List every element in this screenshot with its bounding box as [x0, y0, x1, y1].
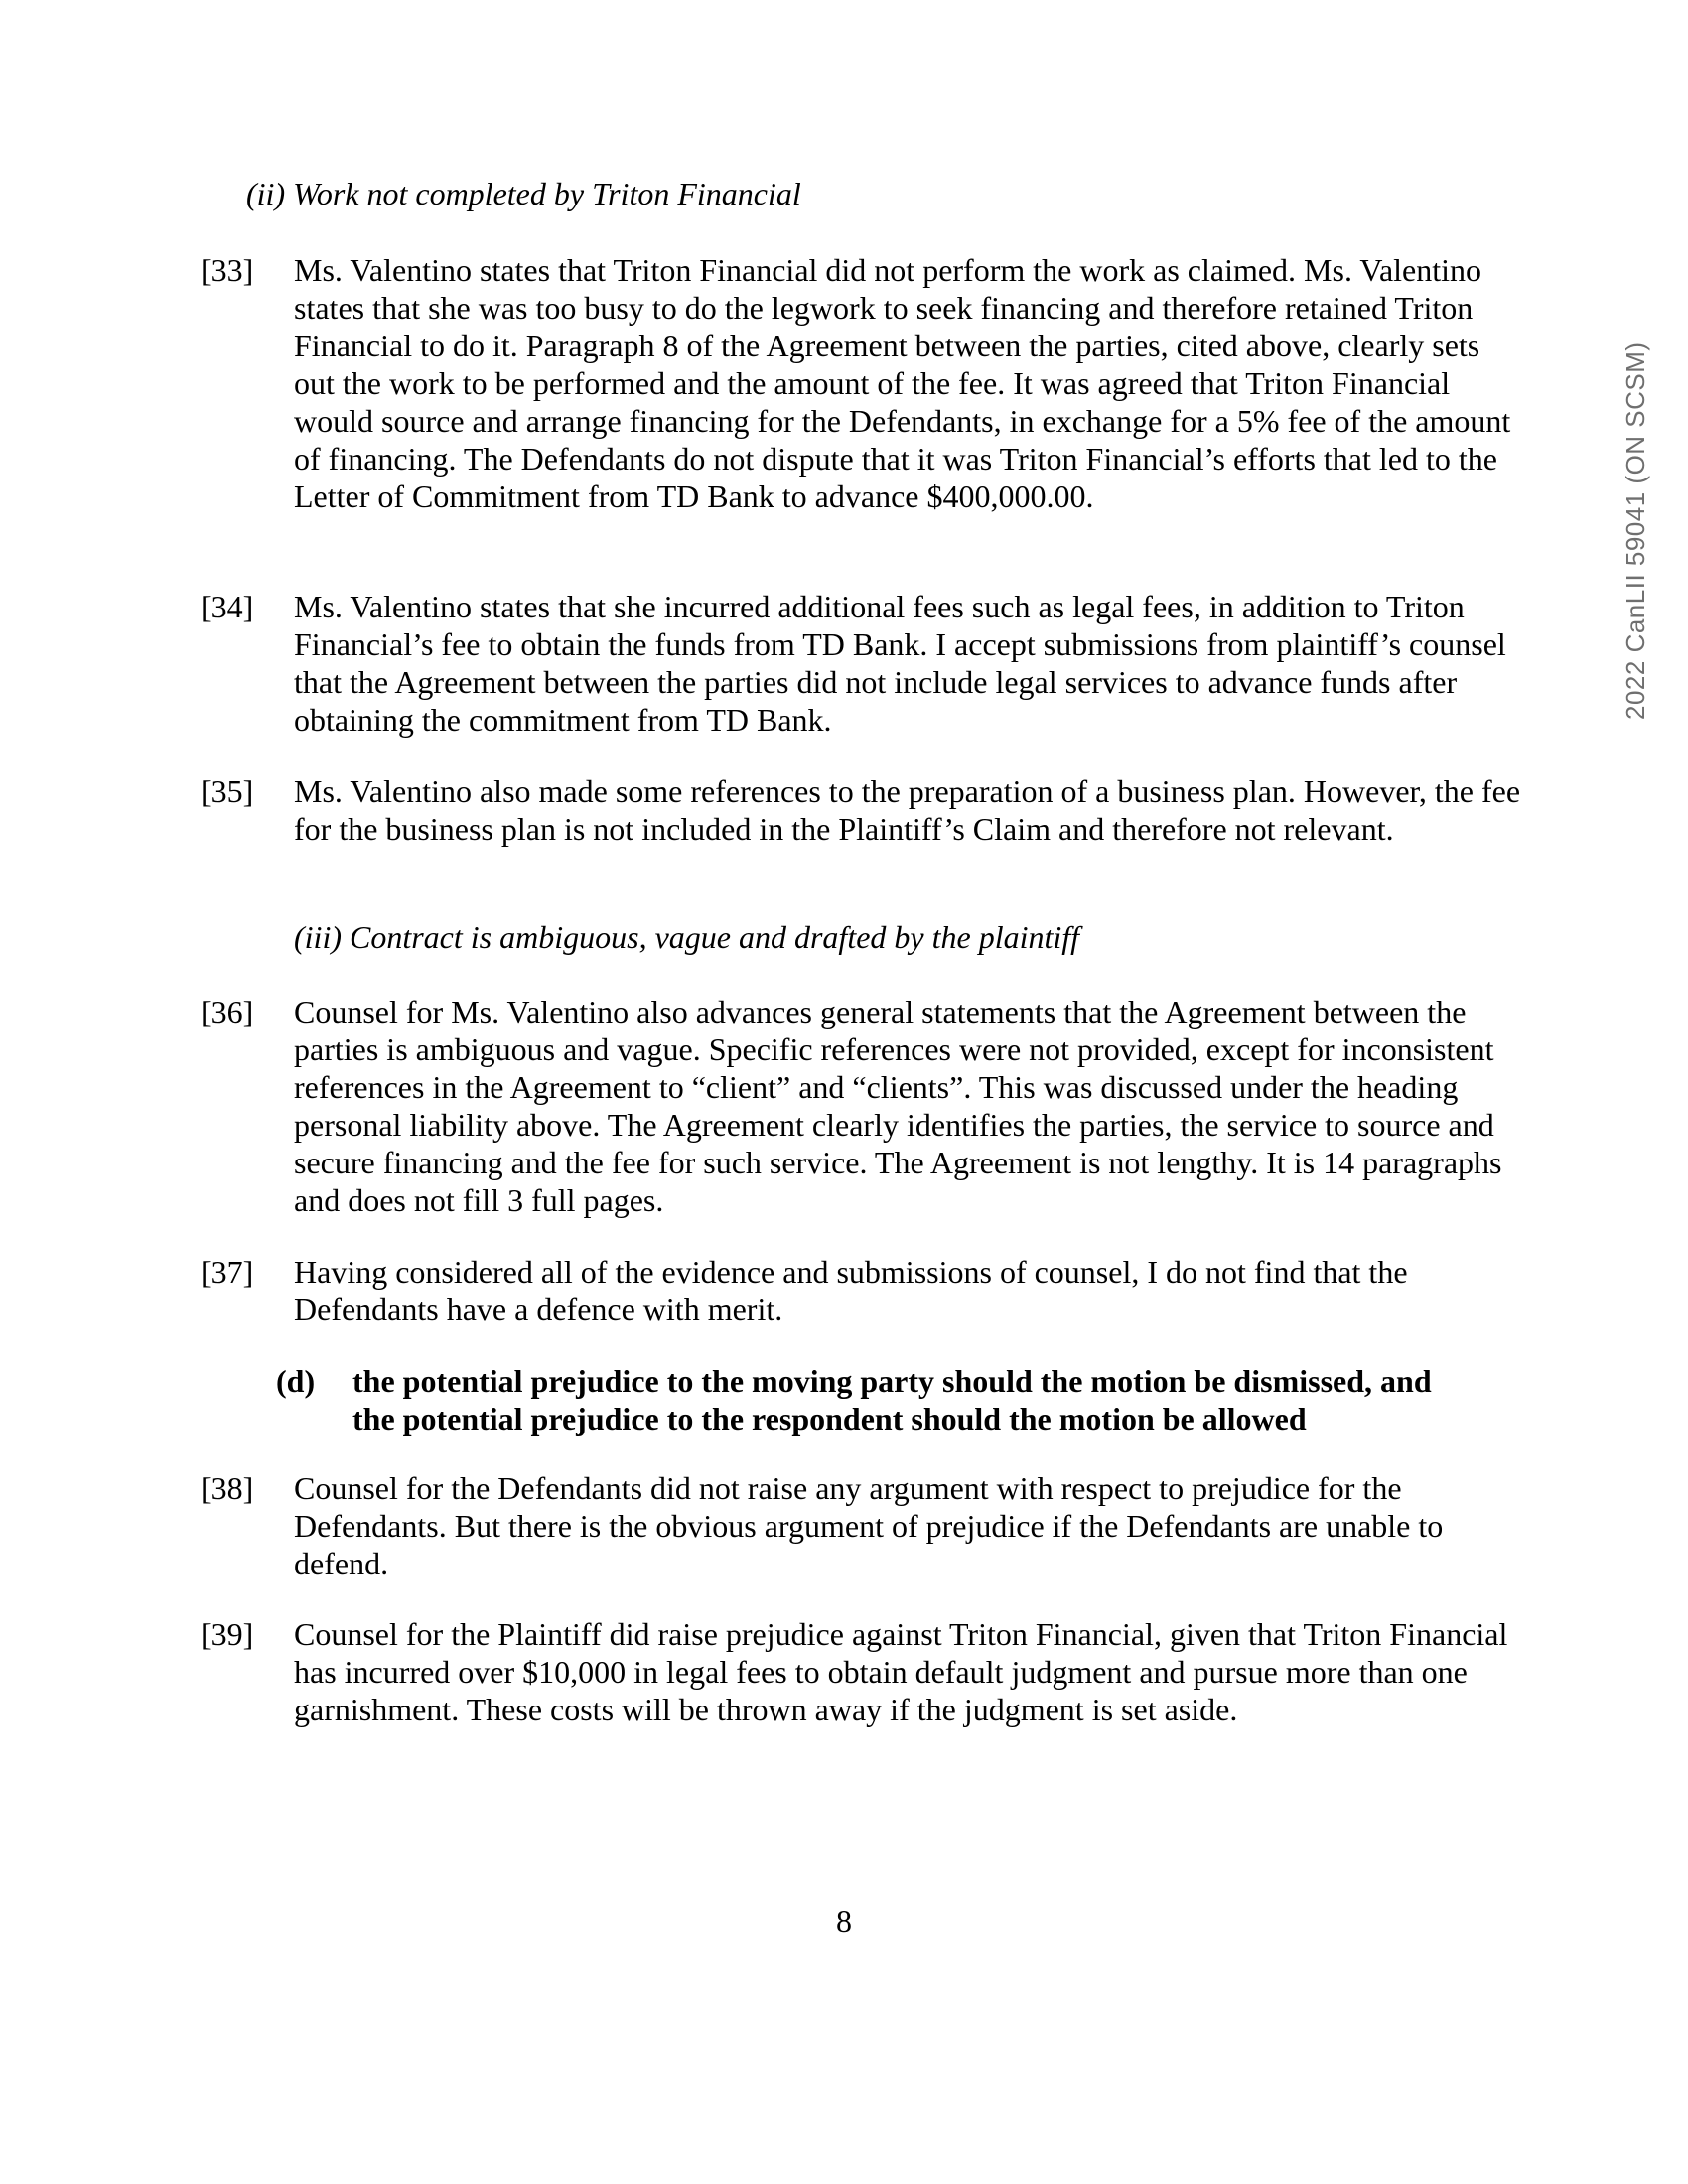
- section-heading-letter: (d): [276, 1363, 316, 1399]
- section-heading-prejudice-line-2: the potential prejudice to the respondent should the motion be allowed: [352, 1401, 1307, 1436]
- paragraph-number: [34]: [201, 589, 254, 624]
- page-number: 8: [836, 1903, 852, 1939]
- paragraph-number: [37]: [201, 1254, 254, 1290]
- paragraph-text: Ms. Valentino states that Triton Financial did not perform the work as claimed. Ms. Valentino states that she was too busy to do the legwork to seek financing and therefore retained Triton Financial to do it. Paragraph 8 of the Agreement between the parties, cited above, clearly sets out the work to be performed and the amount of the fee. It was agreed that Triton Financial would source and arrange financing for the Defendants, in exchange for a 5% fee of the amount of financing. The Defendants do not dispute that it was Triton Financial’s efforts that led to the Letter of Commitment from TD Bank to advance $400,000.00.: [294, 252, 1511, 514]
- paragraph-text: Ms. Valentino also made some references to the preparation of a business plan. However, the fee for the business plan is not included in the Plaintiff’s Claim and therefore not relevant.: [294, 773, 1521, 847]
- paragraph-text: Ms. Valentino states that she incurred additional fees such as legal fees, in addition to Triton Financial’s fee to obtain the funds from TD Bank. I accept submissions from plaintiff’s counsel that the Agreement between the parties did not include legal services to advance funds after obtaining the commitment from TD Bank.: [294, 589, 1506, 738]
- paragraph-number: [36]: [201, 994, 254, 1029]
- section-heading-contract-ambiguous: (iii) Contract is ambiguous, vague and drafted by the plaintiff: [294, 919, 1080, 955]
- paragraph-number: [35]: [201, 773, 254, 809]
- paragraph-text: Counsel for the Defendants did not raise any argument with respect to prejudice for the Defendants. But there is the obvious argument of prejudice if the Defendants are unable to defend.: [294, 1470, 1444, 1581]
- paragraph-number: [38]: [201, 1470, 254, 1506]
- paragraph-number: [39]: [201, 1616, 254, 1652]
- paragraph-number: [33]: [201, 252, 254, 288]
- paragraph-text: Counsel for Ms. Valentino also advances general statements that the Agreement between the parties is ambiguous and vague. Specific references were not provided, except for inconsistent references in the Agreement to “client” and “clients”. This was discussed under the heading personal liability above. The Agreement clearly identifies the parties, the service to source and secure financing and the fee for such service. The Agreement is not lengthy. It is 14 paragraphs and does not fill 3 full pages.: [294, 994, 1502, 1218]
- section-heading-work-not-completed: (ii) Work not completed by Triton Financial: [246, 176, 801, 211]
- canlii-citation-watermark: 2022 CanLII 59041 (ON SCSM): [1620, 341, 1650, 720]
- paragraph-text: Counsel for the Plaintiff did raise prejudice against Triton Financial, given that Triton Financial has incurred over $10,000 in legal fees to obtain default judgment and pursue more than one garnishment. These costs will be thrown away if the judgment is set aside.: [294, 1616, 1508, 1727]
- section-heading-prejudice-line-1: the potential prejudice to the moving party should the motion be dismissed, and: [352, 1363, 1432, 1399]
- paragraph-text: Having considered all of the evidence and submissions of counsel, I do not find that the Defendants have a defence with merit.: [294, 1254, 1408, 1327]
